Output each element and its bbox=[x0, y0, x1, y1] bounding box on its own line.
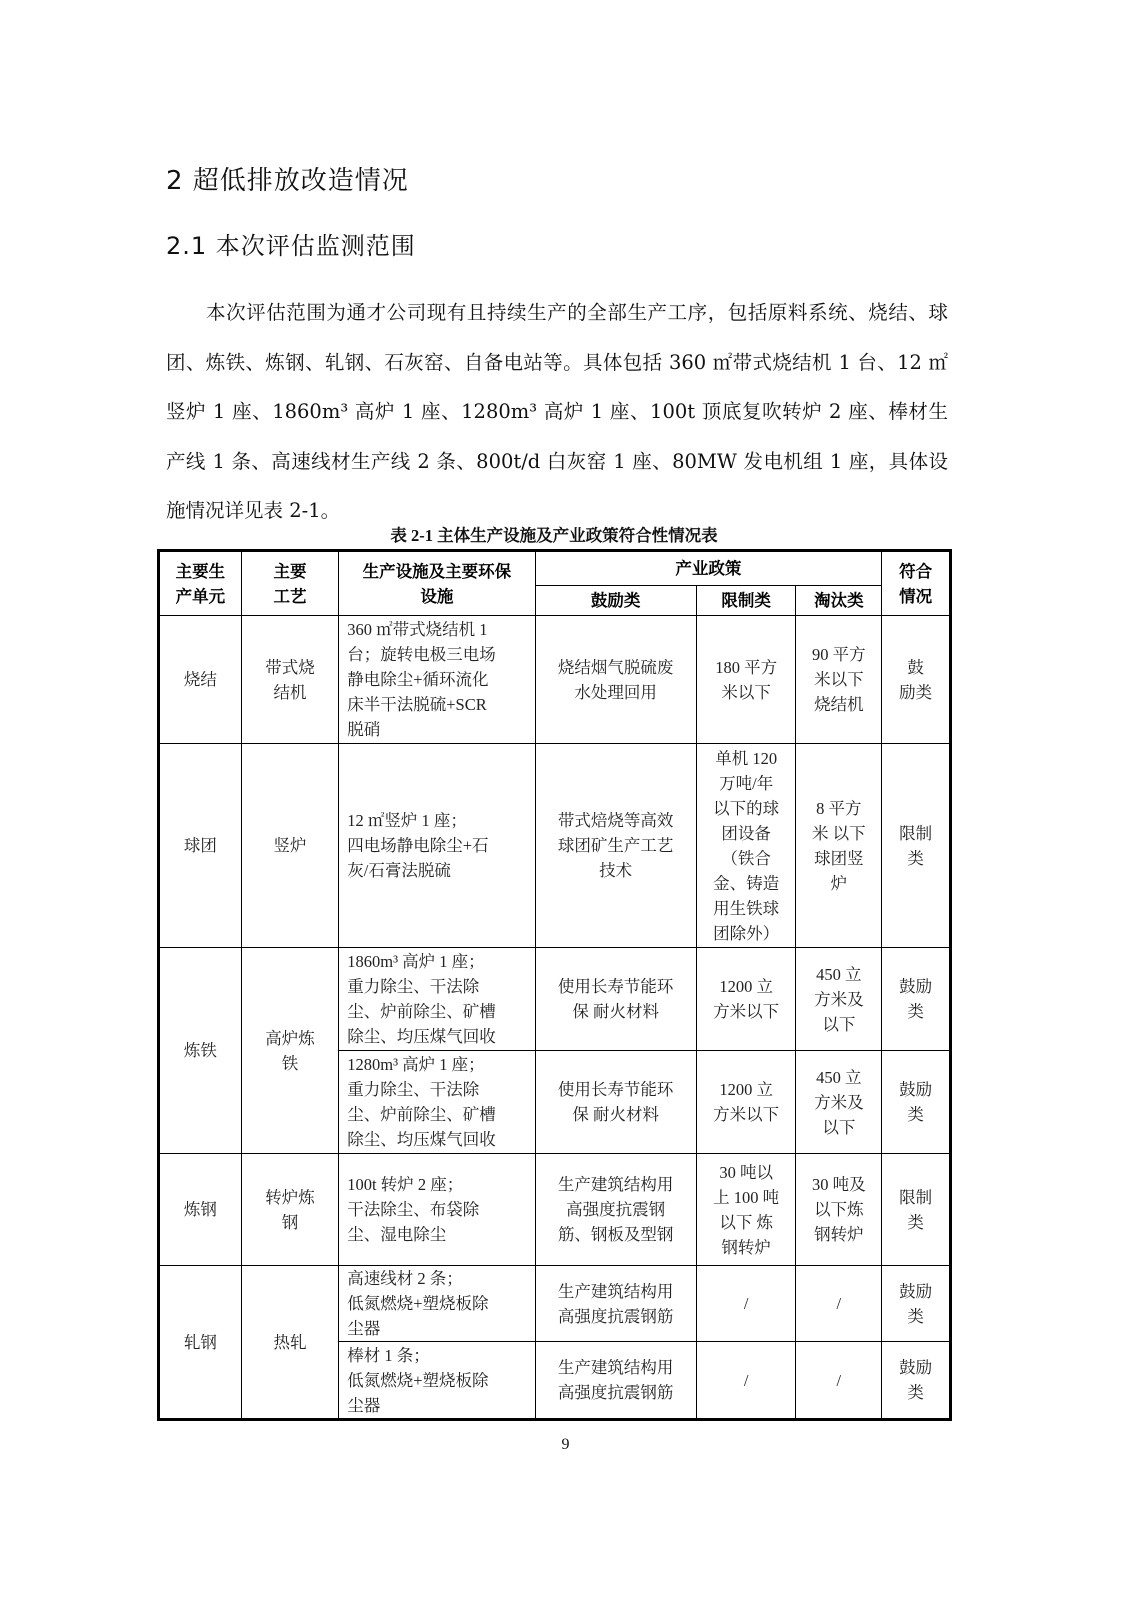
cell-restrict: / bbox=[696, 1266, 796, 1342]
cell-encourage: 烧结烟气脱硫废 水处理回用 bbox=[535, 616, 696, 744]
cell-restrict: 1200 立 方米以下 bbox=[696, 948, 796, 1051]
cell-process: 高炉炼 铁 bbox=[241, 948, 339, 1154]
subsection-heading: 2.1 本次评估监测范围 bbox=[166, 232, 416, 260]
cell-process: 热轧 bbox=[241, 1266, 339, 1420]
table-row bbox=[159, 1266, 951, 1342]
table-header-row bbox=[159, 551, 951, 586]
cell-restrict: 30 吨以 上 100 吨 以下 炼 钢转炉 bbox=[696, 1154, 796, 1266]
header-policy: 产业政策 bbox=[535, 551, 882, 586]
cell-encourage: 使用长寿节能环 保 耐火材料 bbox=[535, 1051, 696, 1154]
cell-encourage: 带式焙烧等高效 球团矿生产工艺 技术 bbox=[535, 744, 696, 948]
section-heading: 2 超低排放改造情况 bbox=[166, 166, 409, 196]
cell-process: 竖炉 bbox=[241, 744, 339, 948]
body-paragraph: 本次评估范围为通才公司现有且持续生产的全部生产工序，包括原料系统、烧结、球团、炼铁、炼钢、轧钢、石灰窑、自备电站等。具体包括 360 ㎡带式烧结机 1 台、12 ㎡竖炉 1 座、1860m³ 高炉 1 座、1280m³ 高炉 1 座、100t 顶底复吹转炉 2 座、棒材生产线 1 条、高速线材生产线 2 条、800t/d 白灰窑 1 座、80MW 发电机组 1 座，具体设施情况详见表 2-1。 bbox=[166, 301, 948, 522]
cell-restrict: 180 平方 米以下 bbox=[696, 616, 796, 744]
cell-conform: 鼓励 类 bbox=[882, 1266, 951, 1342]
header-conform: 符合 情况 bbox=[882, 551, 951, 616]
header-restrict: 限制类 bbox=[696, 586, 796, 616]
cell-eliminate: / bbox=[796, 1342, 882, 1420]
cell-eliminate: 90 平方 米以下 烧结机 bbox=[796, 616, 882, 744]
cell-encourage: 使用长寿节能环 保 耐火材料 bbox=[535, 948, 696, 1051]
cell-eliminate: 8 平方 米 以下 球团竖 炉 bbox=[796, 744, 882, 948]
table-caption: 表 2-1 主体生产设施及产业政策符合性情况表 bbox=[390, 526, 718, 545]
cell-conform: 限制 类 bbox=[882, 1154, 951, 1266]
cell-facility: 360 ㎡带式烧结机 1 台；旋转电极三电场 静电除尘+循环流化 床半干法脱硫+SCR 脱硝 bbox=[339, 616, 535, 744]
cell-eliminate: 450 立 方米及 以下 bbox=[796, 1051, 882, 1154]
cell-conform: 鼓励 类 bbox=[882, 1342, 951, 1420]
cell-encourage: 生产建筑结构用 高强度抗震钢筋 bbox=[535, 1266, 696, 1342]
cell-facility: 12 ㎡竖炉 1 座； 四电场静电除尘+石 灰/石膏法脱硫 bbox=[339, 744, 535, 948]
header-eliminate: 淘汰类 bbox=[796, 586, 882, 616]
cell-eliminate: 450 立 方米及 以下 bbox=[796, 948, 882, 1051]
page-number: 9 bbox=[561, 1436, 570, 1453]
table-row bbox=[159, 744, 951, 948]
cell-facility: 高速线材 2 条； 低氮燃烧+塑烧板除 尘器 bbox=[339, 1266, 535, 1342]
cell-restrict: 1200 立 方米以下 bbox=[696, 1051, 796, 1154]
cell-process: 转炉炼 钢 bbox=[241, 1154, 339, 1266]
cell-facility: 棒材 1 条； 低氮燃烧+塑烧板除 尘器 bbox=[339, 1342, 535, 1420]
facility-policy-table bbox=[157, 549, 952, 1421]
cell-conform: 鼓 励类 bbox=[882, 616, 951, 744]
header-process: 主要 工艺 bbox=[241, 551, 339, 616]
cell-unit: 炼铁 bbox=[159, 948, 242, 1154]
cell-conform: 鼓励 类 bbox=[882, 948, 951, 1051]
cell-unit: 球团 bbox=[159, 744, 242, 948]
cell-restrict: 单机 120 万吨/年 以下的球 团设备 （铁合 金、铸造 用生铁球 团除外） bbox=[696, 744, 796, 948]
cell-eliminate: / bbox=[796, 1266, 882, 1342]
cell-encourage: 生产建筑结构用 高强度抗震钢筋 bbox=[535, 1342, 696, 1420]
cell-process: 带式烧 结机 bbox=[241, 616, 339, 744]
cell-restrict: / bbox=[696, 1342, 796, 1420]
cell-facility: 1860m³ 高炉 1 座； 重力除尘、干法除 尘、炉前除尘、矿槽 除尘、均压煤气回收 bbox=[339, 948, 535, 1051]
header-encourage: 鼓励类 bbox=[535, 586, 696, 616]
cell-unit: 轧钢 bbox=[159, 1266, 242, 1420]
cell-unit: 烧结 bbox=[159, 616, 242, 744]
header-facility: 生产设施及主要环保 设施 bbox=[339, 551, 535, 616]
table-row bbox=[159, 1154, 951, 1266]
cell-conform: 鼓励 类 bbox=[882, 1051, 951, 1154]
cell-unit: 炼钢 bbox=[159, 1154, 242, 1266]
table-row bbox=[159, 948, 951, 1051]
cell-eliminate: 30 吨及 以下炼 钢转炉 bbox=[796, 1154, 882, 1266]
table-row bbox=[159, 616, 951, 744]
cell-facility: 100t 转炉 2 座； 干法除尘、布袋除 尘、湿电除尘 bbox=[339, 1154, 535, 1266]
cell-encourage: 生产建筑结构用 高强度抗震钢 筋、钢板及型钢 bbox=[535, 1154, 696, 1266]
cell-conform: 限制 类 bbox=[882, 744, 951, 948]
cell-facility: 1280m³ 高炉 1 座； 重力除尘、干法除 尘、炉前除尘、矿槽 除尘、均压煤气回收 bbox=[339, 1051, 535, 1154]
header-unit: 主要生 产单元 bbox=[159, 551, 242, 616]
